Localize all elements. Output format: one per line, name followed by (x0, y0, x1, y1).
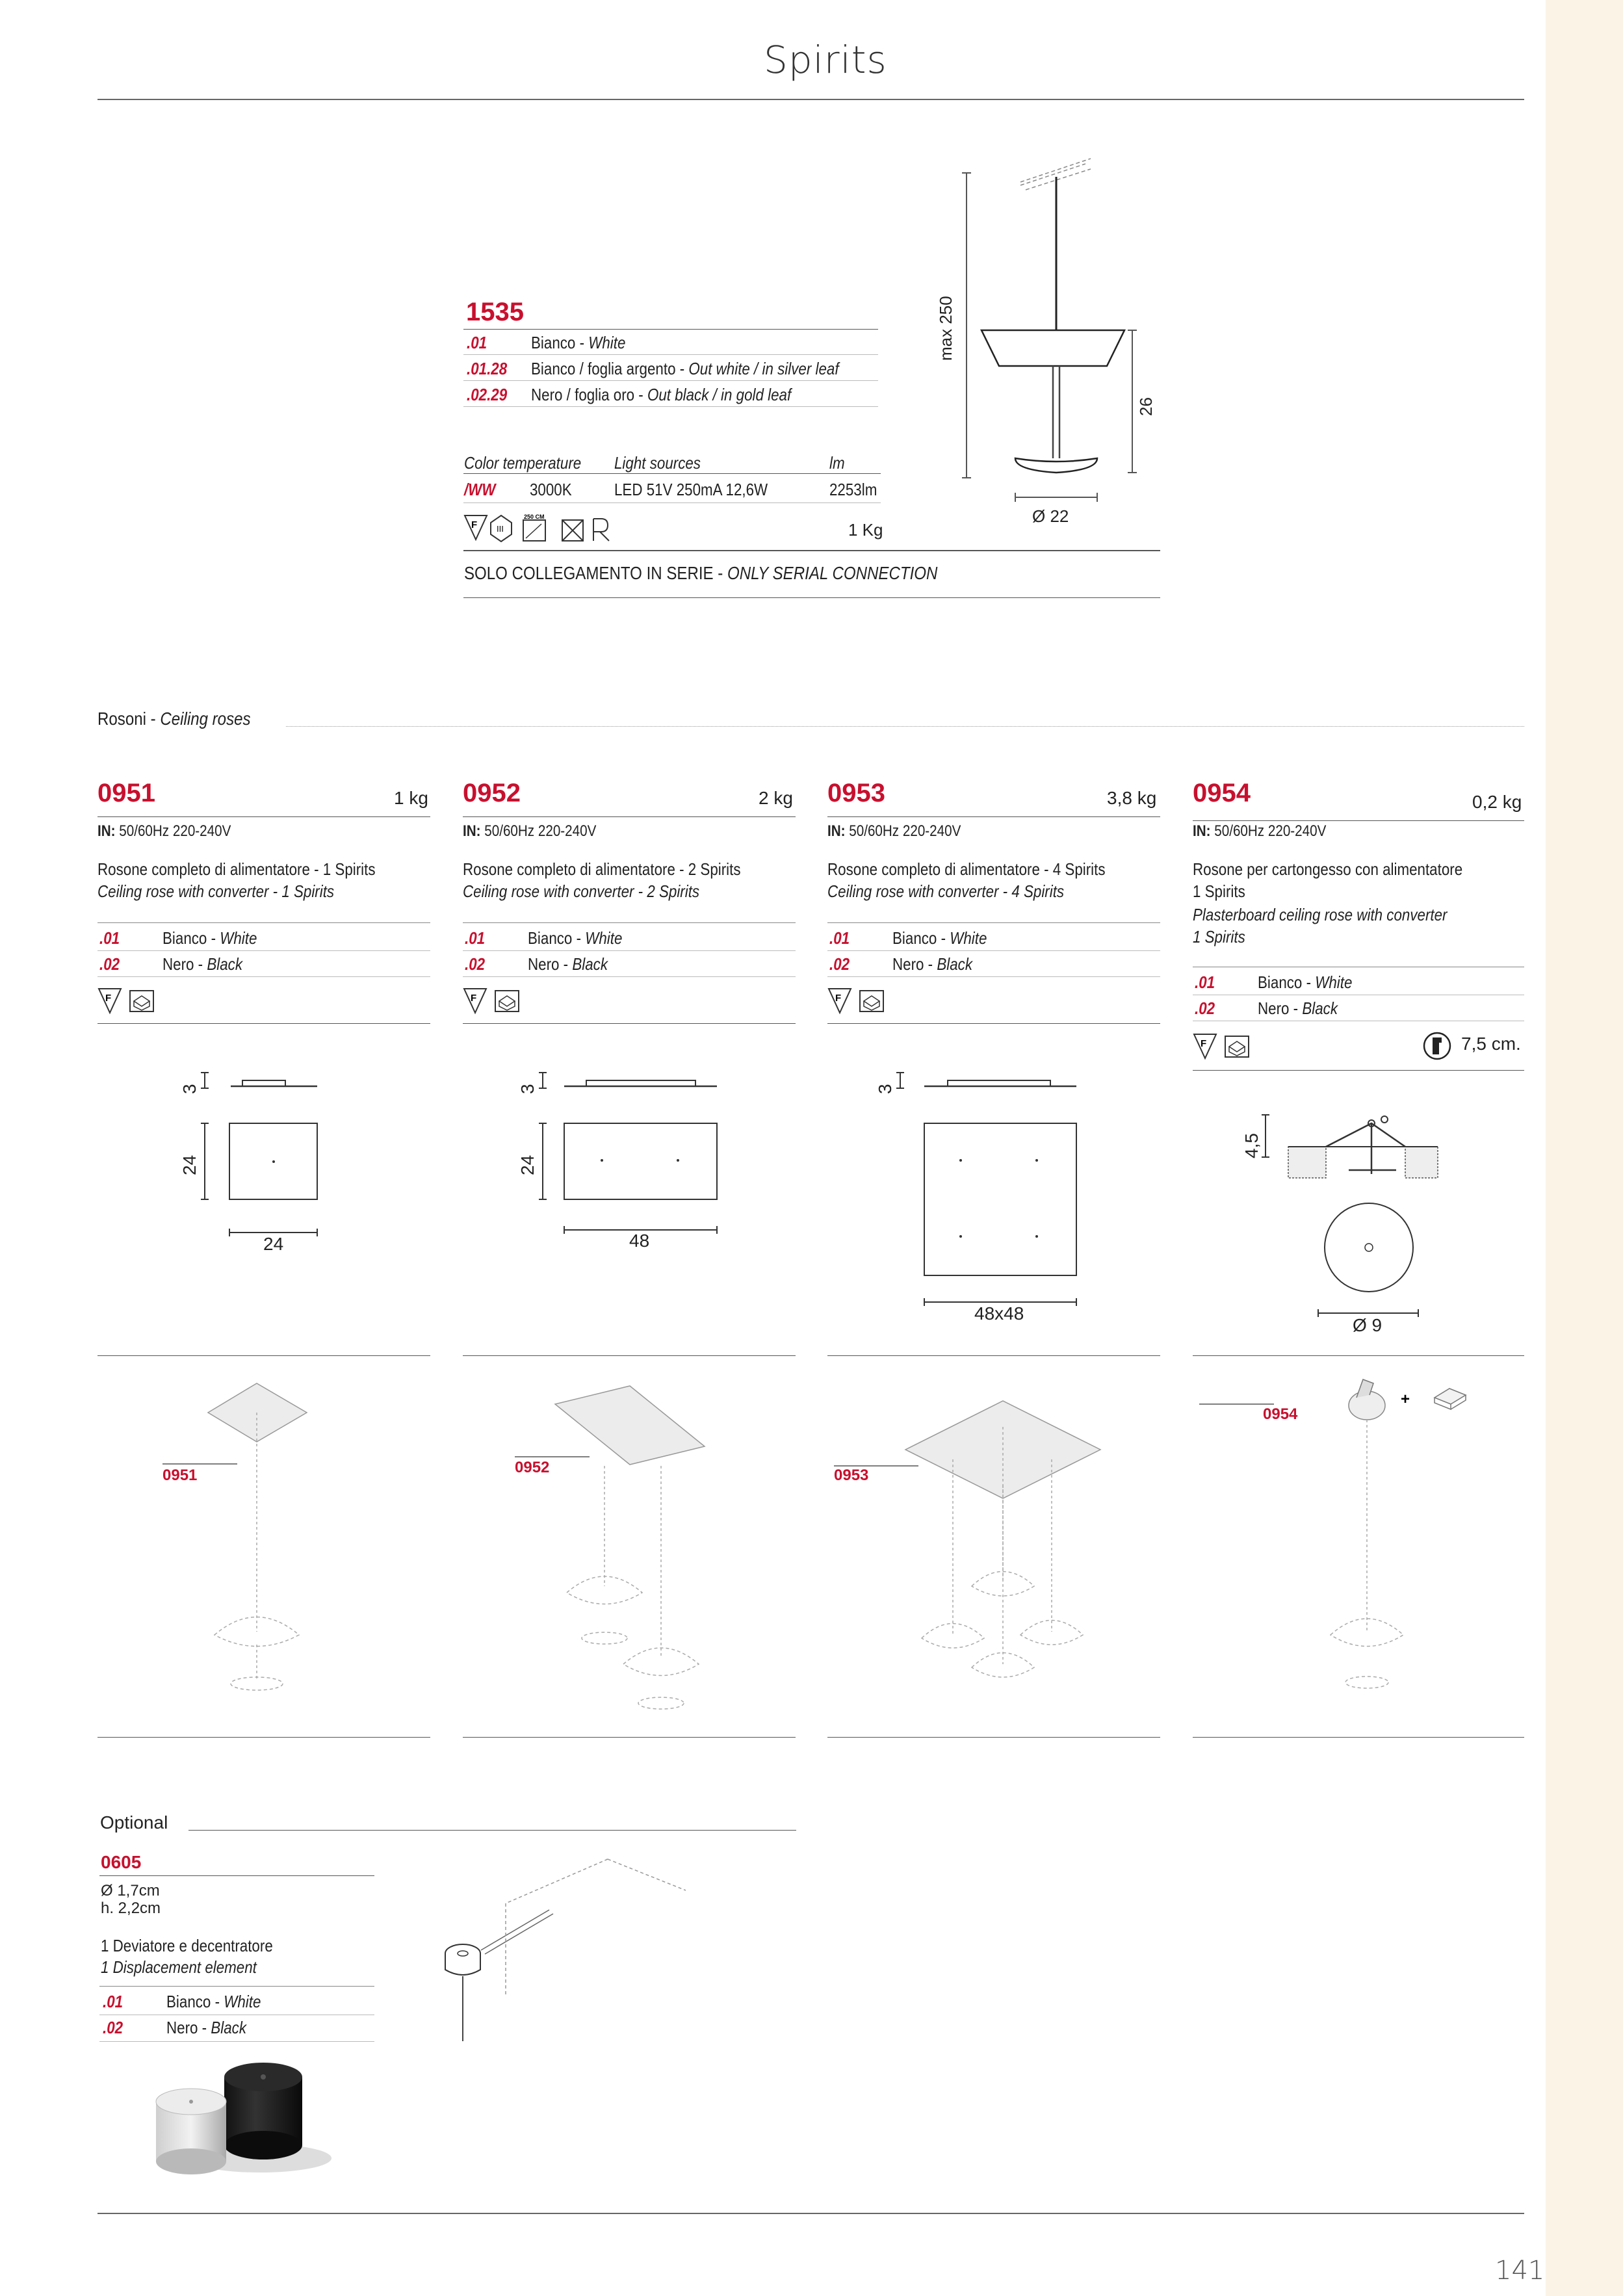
rose-desc-en: Ceiling rose with converter - 2 Spirits (463, 881, 700, 901)
rose-code: 0951 (97, 779, 155, 807)
variant-row: .02.29 (467, 385, 508, 404)
header-rule (97, 99, 1524, 100)
rose-weight: 3,8 kg (1107, 788, 1157, 808)
rose-desc-it: Rosone per cartongesso con alimentatore (1193, 859, 1463, 879)
product-weight: 1 Kg (848, 520, 883, 540)
dim-height: 3 (179, 1084, 200, 1094)
variant-label: Nero - Black (162, 954, 243, 974)
header-lm: lm (829, 453, 845, 473)
distance-icon (523, 514, 545, 541)
row-source: LED 51V 250mA 12,6W (614, 480, 768, 499)
variant-code: .01 (99, 928, 120, 948)
page-number: 141 (1495, 2256, 1545, 2286)
optional-code: 0605 (101, 1852, 142, 1872)
optional-product-photo (149, 2057, 344, 2181)
install-label: 0951 (162, 1467, 198, 1484)
rose-0954-drawing (1235, 1105, 1456, 1326)
rose-desc-it: Rosone completo di alimentatore - 4 Spirits (827, 859, 1106, 879)
variant-row: .01.28 (467, 359, 508, 378)
svg-text:III: III (497, 524, 504, 534)
install-0952-drawing (463, 1372, 796, 1729)
install-label: 0954 (1263, 1405, 1298, 1423)
hole-cutout-icon (1422, 1031, 1452, 1061)
variant-label: Bianco - White (531, 333, 626, 352)
variant-label: Nero / foglia oro - Out black / in gold leaf (531, 385, 792, 404)
rose-code: 0952 (463, 779, 521, 807)
svg-text:F: F (835, 993, 842, 1004)
install-label: 0952 (515, 1459, 550, 1476)
rose-input: IN: 50/60Hz 220-240V (1193, 822, 1327, 840)
variant-label: Nero - Black (892, 954, 973, 974)
rose-desc-it: Rosone completo di alimentatore - 1 Spirits (97, 859, 376, 879)
variant-code: .02 (103, 2018, 123, 2037)
class-f-icon (463, 987, 524, 1014)
box-icon (860, 991, 883, 1011)
r-mark-icon (593, 519, 609, 541)
variant-label: Bianco / foglia argento - Out white / in silver leaf (531, 359, 839, 378)
dim-side: 24 (179, 1155, 200, 1175)
class-iii-icon (491, 515, 512, 541)
rose-0951-drawing (175, 1066, 344, 1261)
row-code: /WW (464, 480, 496, 499)
variant-code: .01 (829, 928, 850, 948)
rose-weight: 0,2 kg (1472, 792, 1522, 812)
optional-desc-en: 1 Displacement element (101, 1957, 257, 1977)
footer-rule (97, 2213, 1524, 2214)
header-light-sources: Light sources (614, 453, 701, 473)
variant-label: Bianco - White (166, 1992, 261, 2011)
dim-max-height: max 250 (936, 296, 955, 361)
variant-code: .02 (1195, 998, 1215, 1018)
rose-input: IN: 50/60Hz 220-240V (463, 822, 597, 840)
svg-text:F: F (471, 993, 477, 1004)
page-sidebar (1546, 0, 1623, 2296)
product-code: 1535 (466, 298, 524, 326)
svg-text:F: F (1201, 1038, 1207, 1049)
variant-label: Nero - Black (166, 2018, 247, 2037)
dim-width: 48x48 (974, 1303, 1024, 1324)
svg-text:F: F (105, 993, 112, 1004)
rose-desc-it-2: 1 Spirits (1193, 881, 1245, 901)
variant-code: .01 (103, 1992, 123, 2011)
rose-0953-drawing (871, 1066, 1092, 1313)
certification-icons (463, 514, 619, 543)
header-color-temp: Color temperature (464, 453, 582, 473)
variant-label: Bianco - White (162, 928, 257, 948)
variant-label: Nero - Black (528, 954, 608, 974)
class-f-icon (1193, 1032, 1254, 1060)
dim-height: 3 (875, 1084, 895, 1094)
hole-size: 7,5 cm. (1461, 1034, 1521, 1054)
variant-row: .01 (467, 333, 487, 352)
variant-label: Nero - Black (1258, 998, 1338, 1018)
rose-weight: 1 kg (394, 788, 428, 808)
rose-desc-en: Ceiling rose with converter - 4 Spirits (827, 881, 1065, 901)
optional-height: h. 2,2cm (101, 1899, 161, 1917)
row-lumen: 2253lm (829, 480, 877, 499)
page-title: Spirits (764, 38, 887, 82)
dim-shade-height: 26 (1136, 397, 1156, 416)
converter-icon (1435, 1389, 1466, 1409)
row-temp: 3000K (530, 480, 572, 499)
variant-label: Bianco - White (892, 928, 987, 948)
optional-install-drawing (435, 1846, 799, 2210)
rose-weight: 2 kg (759, 788, 793, 808)
install-label: 0953 (834, 1467, 869, 1484)
rose-input: IN: 50/60Hz 220-240V (97, 822, 231, 840)
rose-input: IN: 50/60Hz 220-240V (827, 822, 961, 840)
class-f-icon (97, 987, 159, 1014)
variant-code: .02 (99, 954, 120, 974)
dim-height: 3 (517, 1084, 538, 1094)
optional-desc-it: 1 Deviatore e decentratore (101, 1936, 273, 1955)
lamp-1535-drawing (936, 150, 1157, 533)
box-icon (1225, 1036, 1249, 1057)
install-0954-drawing (1193, 1372, 1524, 1729)
connection-note: SOLO COLLEGAMENTO IN SERIE - ONLY SERIAL CONNECTION (464, 563, 938, 583)
dim-diameter: Ø 9 (1353, 1315, 1383, 1335)
optional-title: Optional (100, 1812, 168, 1833)
rose-0952-drawing (513, 1066, 734, 1261)
box-icon (495, 991, 519, 1011)
class-f-icon (465, 515, 487, 540)
variant-code: .02 (465, 954, 486, 974)
svg-text:+: + (1401, 1390, 1410, 1408)
rose-code: 0953 (827, 779, 885, 807)
rose-desc-it: Rosone completo di alimentatore - 2 Spirits (463, 859, 741, 879)
dim-width: 48 (629, 1231, 650, 1251)
variant-label: Bianco - White (528, 928, 623, 948)
class-f-icon (827, 987, 889, 1014)
dim-diameter: Ø 22 (1032, 506, 1069, 526)
dim-height: 4,5 (1241, 1133, 1262, 1158)
rose-code: 0954 (1193, 779, 1251, 807)
dim-width: 24 (263, 1234, 284, 1254)
optional-diameter: Ø 1,7cm (101, 1882, 160, 1899)
variant-label: Bianco - White (1258, 972, 1353, 992)
svg-text:F: F (471, 519, 478, 530)
install-0953-drawing (827, 1372, 1160, 1729)
variant-code: .01 (465, 928, 486, 948)
rose-desc-en-2: 1 Spirits (1193, 927, 1245, 946)
no-cover-icon (562, 520, 583, 541)
section-title: Rosoni - Ceiling roses (97, 709, 251, 729)
variant-code: .01 (1195, 972, 1215, 992)
dim-side: 24 (517, 1155, 538, 1175)
rose-desc-en: Plasterboard ceiling rose with converter (1193, 905, 1448, 924)
install-0951-drawing (97, 1372, 430, 1729)
svg-text:250 CM: 250 CM (524, 514, 545, 520)
box-icon (130, 991, 153, 1011)
rose-desc-en: Ceiling rose with converter - 1 Spirits (97, 881, 335, 901)
variant-code: .02 (829, 954, 850, 974)
